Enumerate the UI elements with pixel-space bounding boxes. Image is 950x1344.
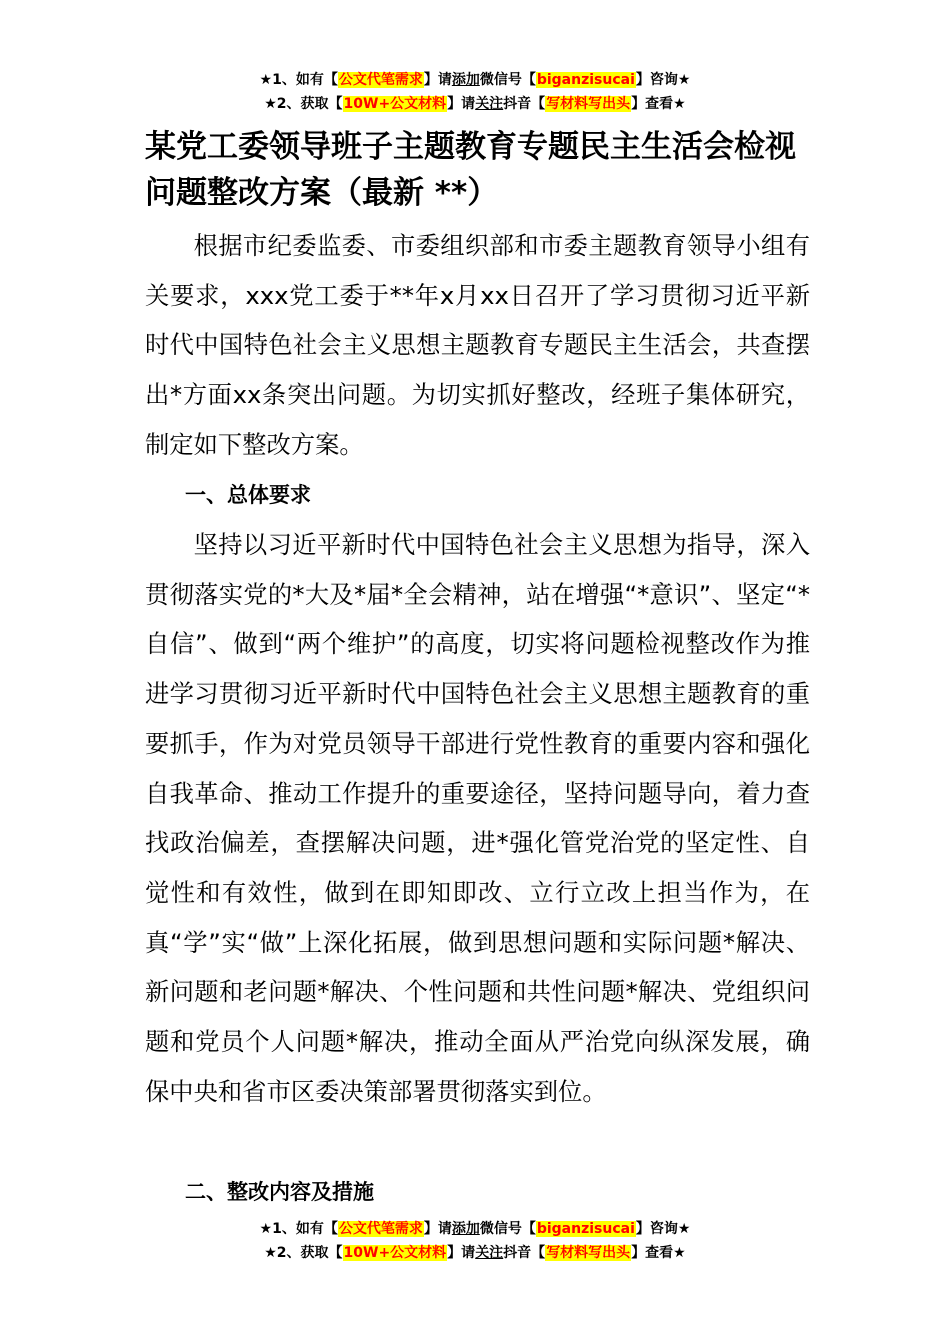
promo-text: ★1、如有【 <box>259 72 338 88</box>
promo-text: 】请 <box>423 72 452 88</box>
promo-underline: 关注 <box>475 96 504 112</box>
promo-text: 】请 <box>447 96 476 112</box>
promo-highlight: 公文代笔需求 <box>338 1221 423 1237</box>
wechat-id-highlight: biganzisucai <box>536 72 635 88</box>
section-heading-overall-requirements: 一、总体要求 <box>185 483 311 507</box>
promo-text: ★2、获取【 <box>264 96 343 112</box>
promo-text: 】查看★ <box>631 1245 686 1261</box>
promo-line-1 <box>0 68 950 92</box>
douyin-id-highlight: 写材料写出头 <box>546 1245 631 1261</box>
document-title: 某党工委领导班子主题教育专题民主生活会检视问题整改方案（最新 **） <box>145 129 796 211</box>
wechat-id-highlight: biganzisucai <box>536 1221 635 1237</box>
douyin-id-highlight: 写材料写出头 <box>546 96 631 112</box>
promo-text: ★2、获取【 <box>264 1245 343 1261</box>
intro-paragraph: 根据市纪委监委、市委组织部和市委主题教育领导小组有关要求，xxx党工委于**年x月xx日召开了学习贯彻习近平新时代中国特色社会主义思想主题教育专题民主生活会，共查摆出*方面xx条突出问题。为切实抓好整改，经班子集体研究，制定如下整改方案。 <box>145 231 810 459</box>
section-paragraph-overall-requirements: 坚持以习近平新时代中国特色社会主义思想为指导，深入贯彻落实党的*大及*届*全会精神，站在增强“*意识”、坚定“*自信”、做到“两个维护”的高度，切实将问题检视整改作为推进学习贯彻习近平新时代中国特色社会主义思想主题教育的重要抓手，作为对党员领导干部进行党性教育的重要内容和强化自我革命、推动工作提升的重要途径，坚持问题导向，着力查找政治偏差，查摆解决问题，进*强化管党治党的坚定性、自觉性和有效性，做到在即知即改、立行立改上担当作为，在真“学”实“做”上深化拓展，做到思想问题和实际问题*解决、新问题和老问题*解决、个性问题和共性问题*解决、党组织问题和党员个人问题*解决，推动全面从严治党向纵深发展，确保中央和省市区委决策部署贯彻落实到位。 <box>145 530 810 1106</box>
section-heading-rectification-measures: 二、整改内容及措施 <box>185 1180 374 1204</box>
promo-underline: 关注 <box>475 1245 504 1261</box>
promo-underline: 添加 <box>451 1221 480 1237</box>
promo-line-2 <box>0 1241 950 1265</box>
promo-banner-top <box>0 68 950 116</box>
promo-underline: 添加 <box>451 72 480 88</box>
promo-text: 】查看★ <box>631 96 686 112</box>
promo-text: 】咨询★ <box>635 72 691 88</box>
promo-text: 】请 <box>447 1245 476 1261</box>
promo-text: 抖音【 <box>503 1245 546 1261</box>
promo-text: 微信号【 <box>479 1221 536 1237</box>
promo-text: 】咨询★ <box>635 1221 691 1237</box>
promo-text: 抖音【 <box>503 96 546 112</box>
promo-highlight: 公文代笔需求 <box>338 72 423 88</box>
promo-text: 】请 <box>423 1221 452 1237</box>
promo-line-1 <box>0 1217 950 1241</box>
promo-highlight: 10W+公文材料 <box>343 1245 447 1261</box>
promo-highlight: 10W+公文材料 <box>343 96 447 112</box>
promo-line-2 <box>0 92 950 116</box>
promo-text: ★1、如有【 <box>259 1221 338 1237</box>
promo-text: 微信号【 <box>479 72 536 88</box>
promo-banner-bottom <box>0 1217 950 1265</box>
